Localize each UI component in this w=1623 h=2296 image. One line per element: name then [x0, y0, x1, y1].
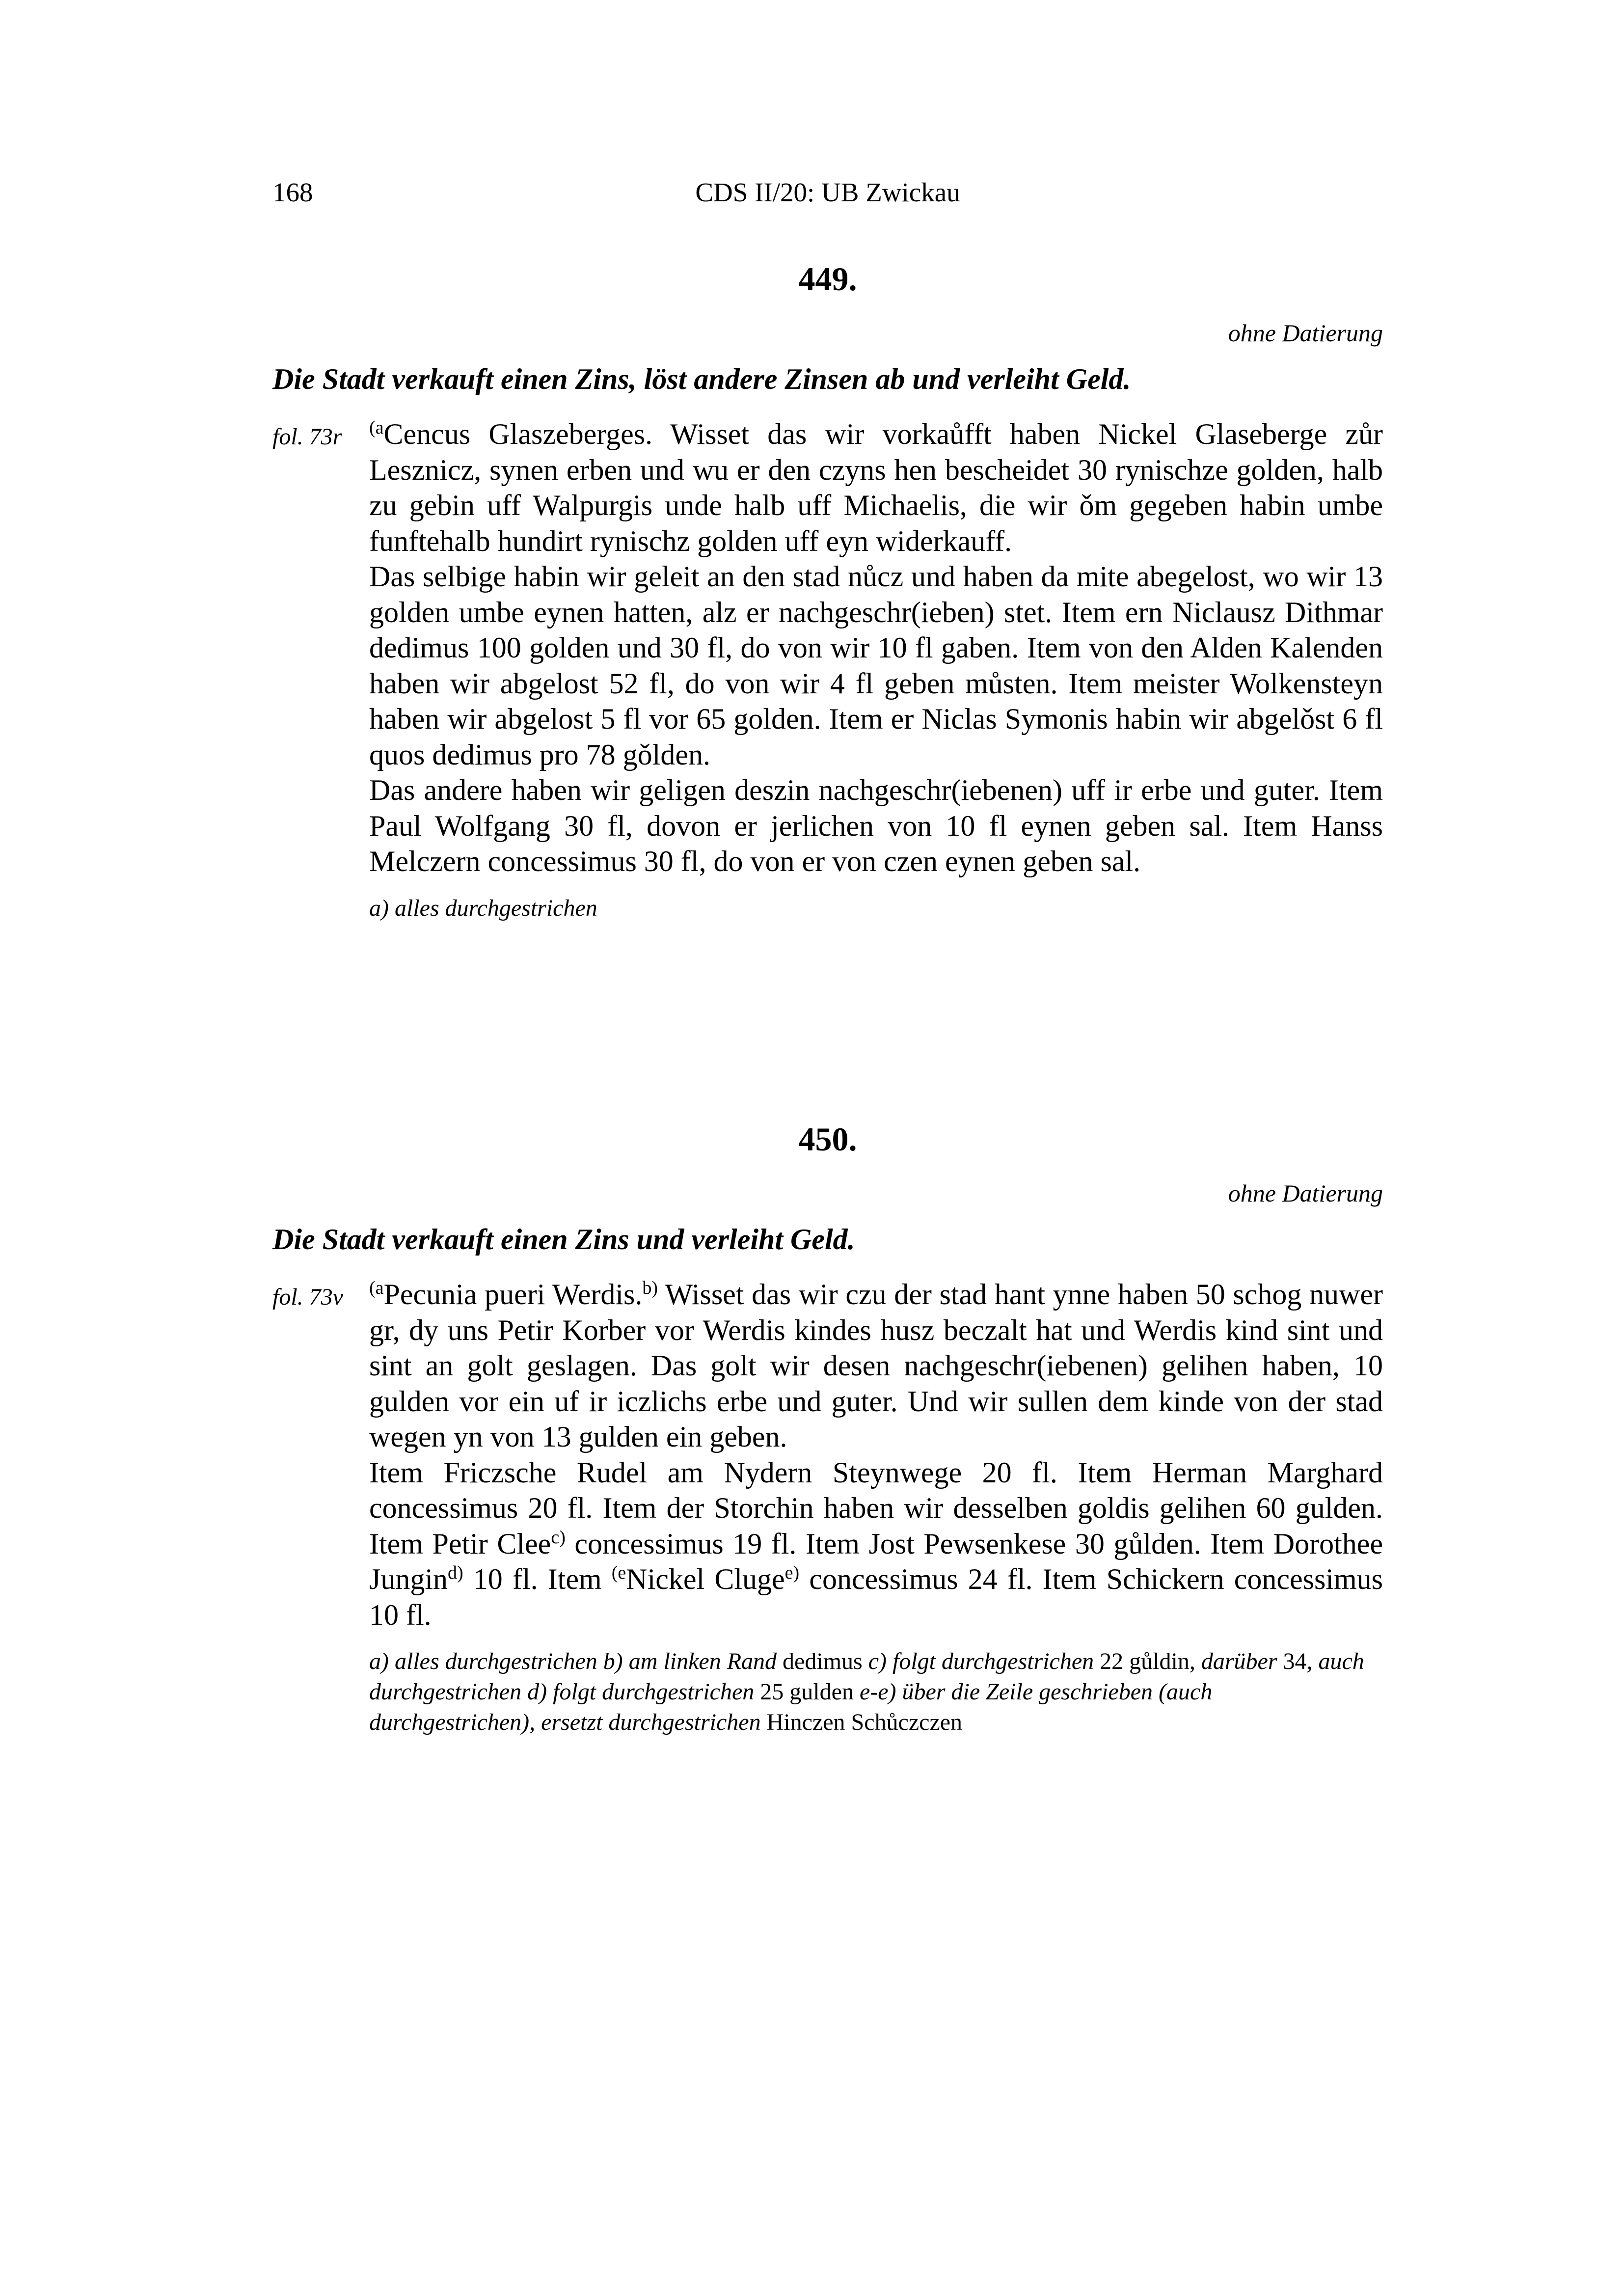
entry-body [272, 1277, 1383, 1738]
entry-number: 449. [798, 260, 857, 298]
italic-run: a) alles durchgestrichen [369, 895, 597, 921]
folio-reference: fol. 73r [272, 424, 342, 450]
footnote-marker: (e [611, 1562, 626, 1583]
italic-run: e-e) über die Zeile geschrieben (auch durchgestrichen), ersetzt durchgestrichen [369, 1679, 1213, 1735]
text-run: Hinczen Schůczczen [766, 1709, 963, 1735]
paragraph [369, 559, 1383, 772]
folio-reference: fol. 73v [272, 1284, 343, 1310]
entry-heading: Die Stadt verkauft einen Zins, löst andere Zinsen ab und verleiht Geld. [272, 363, 1131, 395]
footnote-marker: d) [448, 1562, 463, 1583]
page-number: 168 [272, 177, 313, 207]
text-run: concessimus 24 fl. Item Schickern concessimus 10 fl. [369, 1563, 1383, 1631]
footnote-marker: (a [369, 417, 384, 438]
entry-heading: Die Stadt verkauft einen Zins und verleiht Geld. [272, 1223, 855, 1256]
italic-run: a) alles durchgestrichen b) am linken Rand [369, 1648, 783, 1674]
text-run: Cencus Glaszeberges. Wisset das wir vorkaůfft haben Nickel Glaseberge zůr Lesznicz, synen erben und wu er den czyns hen bescheidet 30 rynischze golden, halb zu gebin uff Walpurgis unde halb uff Michaelis, die wir ǒm gegeben habin umbe funftehalb hundirt rynischz golden uff eyn widerkauff. [369, 418, 1383, 557]
footnote-marker: e) [784, 1562, 800, 1583]
entry-text [369, 1277, 1383, 1633]
entry-number: 450. [798, 1121, 857, 1158]
footnote-marker: b) [642, 1278, 658, 1298]
footnotes [369, 893, 1383, 924]
text-run: Nickel Cluge [626, 1563, 785, 1595]
footnote-marker: c) [551, 1527, 566, 1548]
entry-450 [272, 1120, 1383, 1738]
text-run: 25 gulden [760, 1679, 854, 1705]
text-run: 10 fl. Item [463, 1563, 612, 1595]
text-run: Das selbige habin wir geleit an den stad nůcz und haben da mite abegelost, wo wir 13 golden umbe eynen hatten, alz er nachgeschr(ieben) stet. Item ern Niclausz Dithmar dedimus 100 golden und 30 fl, do von wir 10 fl gaben. Item von den Alden Kalenden haben wir abgelost 52 fl, do von wir 4 fl geben můsten. Item meister Wolkensteyn haben wir abgelost 5 fl vor 65 golden. Item er Niclas Symonis habin wir abgelǒst 6 fl quos dedimus pro 78 gǒlden. [369, 560, 1383, 771]
entry-dating: ohne Datierung [1228, 319, 1383, 347]
entry-text [369, 416, 1383, 879]
paragraph [369, 772, 1383, 879]
text-run: Das andere haben wir geligen deszin nachgeschr(iebenen) uff ir erbe und guter. Item Paul Wolfgang 30 fl, dovon er jerlichen von 10 fl eynen geben sal. Item Hanss Melczern concessimus 30 fl, do von er von czen eynen geben sal. [369, 774, 1383, 877]
paragraph [369, 1455, 1383, 1633]
text-run: 22 gůldin, [1100, 1648, 1195, 1674]
italic-run: , auch durchgestrichen d) folgt durchgestrichen [369, 1648, 1364, 1705]
entry-dating: ohne Datierung [1228, 1179, 1383, 1207]
italic-run: darüber [1195, 1648, 1283, 1674]
entry-body [272, 416, 1383, 924]
running-title: CDS II/20: UB Zwickau [695, 177, 960, 207]
paragraph [369, 1277, 1383, 1455]
page-header [272, 177, 1383, 216]
italic-run: c) folgt durchgestrichen [862, 1648, 1100, 1674]
text-run: Pecunia pueri Werdis. [383, 1278, 643, 1311]
text-run: concessimus 19 fl. Item Jost Pewsenkese 30 gůlden. Item Dorothee Jungin [369, 1527, 1383, 1595]
footnotes [369, 1646, 1383, 1738]
text-run: Wisset das wir czu der stad hant ynne haben 50 schog nuwer gr, dy uns Petir Korber vor Werdis kindes husz beczalt hat und Werdis kind sint und sint an golt geslagen. Das golt wir desen nachgeschr(iebenen) gelihen haben, 10 gulden vor ein uf ir iczlichs erbe und guter. Und wir sullen dem kinde von der stad wegen yn von 13 gulden ein geben. [369, 1278, 1383, 1453]
text-run: dedimus [783, 1648, 863, 1674]
footnote-marker: (a [369, 1278, 384, 1298]
text-run: 34 [1283, 1648, 1307, 1674]
entry-449 [272, 259, 1383, 924]
text-run: Item Friczsche Rudel am Nydern Steynwege 20 fl. Item Herman Marghard concessimus 20 fl. Item der Storchin haben wir desselben goldis gelihen 60 gulden. Item Petir Clee [369, 1456, 1383, 1560]
paragraph [369, 416, 1383, 559]
